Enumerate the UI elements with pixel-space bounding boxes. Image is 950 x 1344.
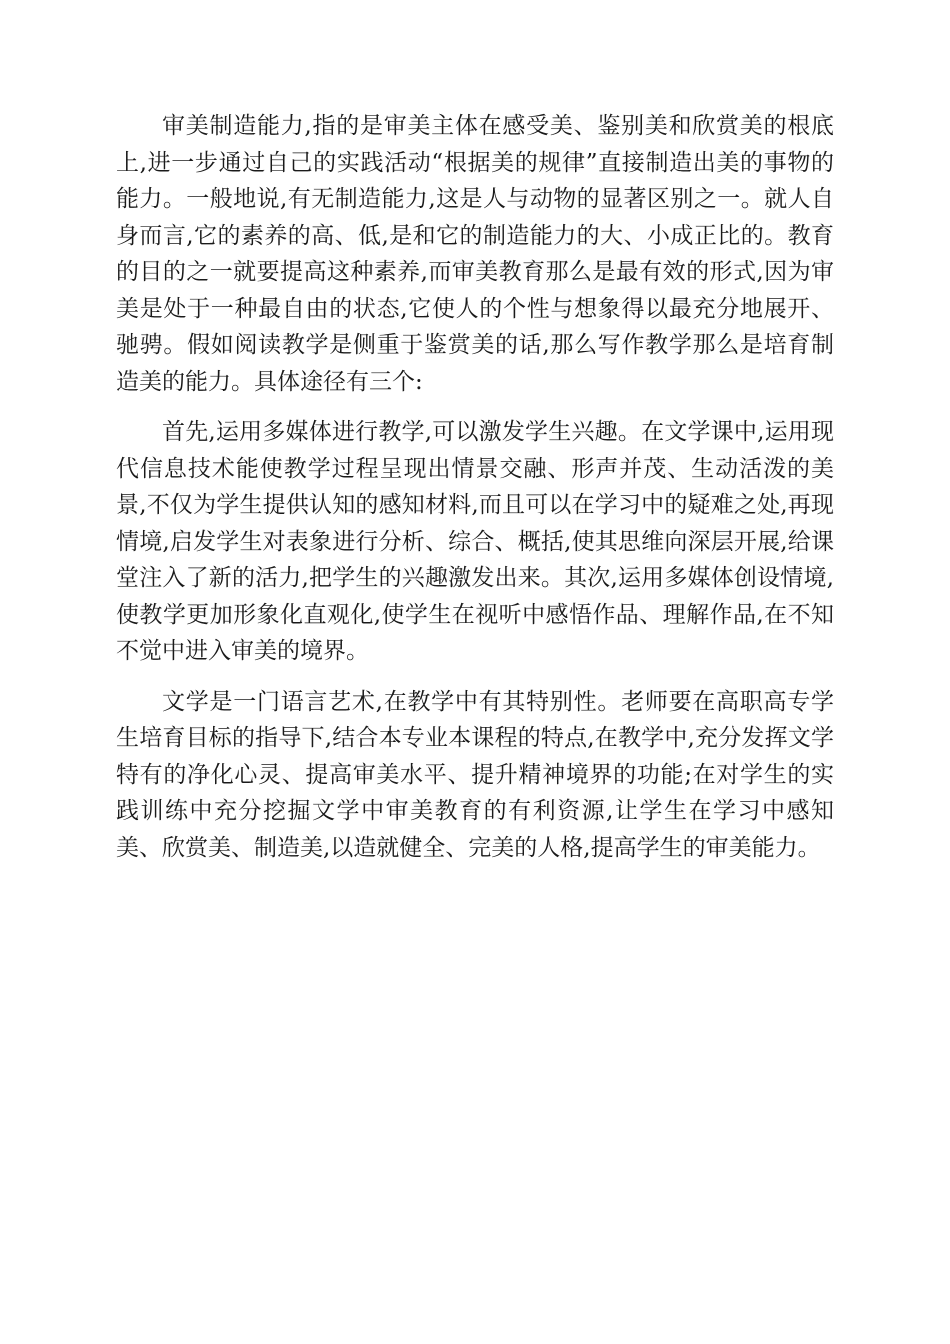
- document-page: [116, 108, 834, 866]
- paragraph-literature-art: 文学是一门语言艺术,在教学中有其特别性。老师要在高职高专学生培育目标的指导下,结合本专业本课程的特点,在教学中,充分发挥文学特有的净化心灵、提高审美水平、提升精神境界的功能;在对学生的实践训练中充分挖掘文学中审美教育的有利资源,让学生在学习中感知美、欣赏美、制造美,以造就健全、完美的人格,提高学生的审美能力。: [116, 688, 834, 861]
- paragraph-aesthetic-creation: 审美制造能力,指的是审美主体在感受美、鉴别美和欣赏美的根底上,进一步通过自己的实践活动“根据美的规律”直接制造出美的事物的能力。一般地说,有无制造能力,这是人与动物的显著区别之一。就人自身而言,它的素养的高、低,是和它的制造能力的大、小成正比的。教育的目的之一就要提高这种素养,而审美教育那么是最有效的形式,因为审美是处于一种最自由的状态,它使人的个性与想象得以最充分地展开、驰骋。假如阅读教学是侧重于鉴赏美的话,那么写作教学那么是培育制造美的能力。具体途径有三个:: [116, 113, 834, 395]
- paragraph-multimedia-teaching: 首先,运用多媒体进行教学,可以激发学生兴趣。在文学课中,运用现代信息技术能使教学过程呈现出情景交融、形声并茂、生动活泼的美景,不仅为学生提供认知的感知材料,而且可以在学习中的疑难之处,再现情境,启发学生对表象进行分析、综合、概括,使其思维向深层开展,给课堂注入了新的活力,把学生的兴趣激发出来。其次,运用多媒体创设情境,使教学更加形象化直观化,使学生在视听中感悟作品、理解作品,在不知不觉中进入审美的境界。: [116, 419, 834, 664]
